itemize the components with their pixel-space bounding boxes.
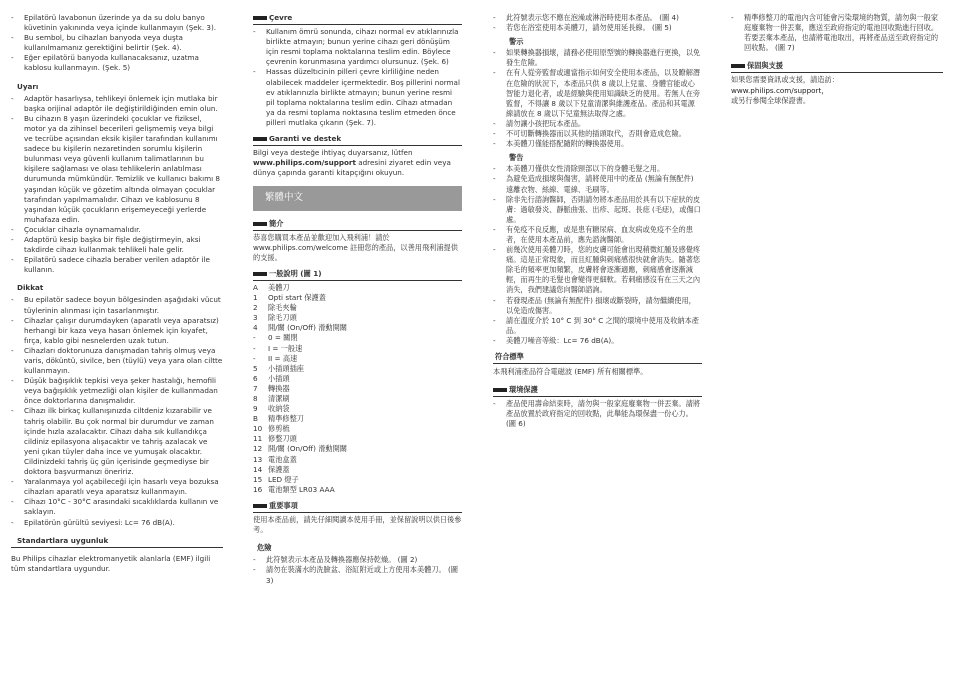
- part-label: 修整刀頭: [268, 434, 297, 444]
- bullet-dash: -: [11, 33, 14, 43]
- bullet-dash: -: [11, 406, 14, 416]
- bullet-text: Kullanım ömrü sonunda, cihazı normal ev atıklarınızla birlikte atmayın; bunun yerine cihazı geri dönüşüm için resmi toplama noktalarına teslim edin. Böylece çevrenin korunmasına yardımcı olursunuz. (Şek. 6): [266, 27, 459, 67]
- bullet-dash: -: [493, 399, 496, 409]
- bullet-text: 請勿讓小孩把玩本產品。: [506, 118, 586, 128]
- warning-bullet: [493, 48, 702, 68]
- bullet-text: Epilatörü lavabonun üzerinde ya da su dolu banyo küvetinin yakınında veya içinde kullanmayın (Şek. 3).: [24, 13, 217, 33]
- heading-bar: [253, 272, 267, 276]
- warning-bullet: [493, 129, 702, 139]
- cevre-heading: [253, 13, 462, 25]
- part-number: 13: [253, 454, 263, 464]
- part-number: 8: [253, 394, 258, 403]
- warning-bullet: [493, 68, 702, 118]
- bullet-text: 本美體刀僅能搭配隨附的轉換器使用。: [506, 139, 629, 149]
- bullet-dash: -: [731, 13, 734, 22]
- bullet-text: 為避免造成損壞與傷害，請將使用中的產品 (無論有無配件) 遠離衣物、絲線、電線、毛刷等。: [506, 174, 694, 194]
- part-number: 5: [253, 363, 258, 373]
- cevre-bullet: [253, 27, 462, 67]
- caution-bullet: [493, 316, 702, 336]
- bullet-text: Eğer epilatörü banyoda kullanacaksanız, uzatma kablosu kullanmayın. (Şek. 5): [24, 53, 199, 73]
- bullet-text: 不可切斷轉換器而以其他的插頭取代，否則會造成危險。: [506, 129, 686, 139]
- bullet-dash: -: [11, 345, 14, 355]
- bullet-text: 除非先行諮詢醫師，否則請勿將本產品用於具有以下症狀的皮膚：過敏發炎、靜脈曲張、出疹、起斑、長痣 (毛痣)，或傷口處。: [506, 194, 701, 224]
- bullet-dash: -: [11, 13, 14, 22]
- parts-list: [253, 283, 462, 495]
- general-heading: [253, 269, 462, 281]
- bullet-text: 前幾次使用美體刀時，您的皮膚可能會出現稍微紅腫及感覺疼痛。這是正常現象，而且紅腫與刺痛感很快就會消失。隨著您除毛的頻率更加頻繁，皮膚將會逐漸適應，刺痛感會逐漸減輕，而再生的毛髮也會變得更細軟。若刺痛感沒有在三天之內消失，我們建議您向醫師諮詢。: [506, 245, 701, 295]
- part-number: B: [253, 414, 258, 424]
- bullet-text: Hassas düzeltıcinin pilleri çevre kirliliğine neden olabilecek maddeler içermektedir. Boş pillerini normal ev atıklarınızla birlikte atmayın; bunun yerine resmi pil toplama noktalarına teslim edin. Cihazı atmadan ya da resmi toplama noktasına teslim etmeden önce pilleri mutlaka çıkarın (Şek. 7).: [266, 67, 460, 127]
- intro-list: [11, 13, 223, 74]
- part-label: 除毛刀頭: [268, 313, 297, 323]
- bullet-dash: -: [11, 517, 14, 527]
- part-label: 小插頭: [268, 373, 290, 383]
- part-item: [253, 414, 462, 424]
- part-number: -: [253, 343, 256, 353]
- part-label: 0 = 關閉: [268, 333, 298, 343]
- part-label: Opti start 保護蓋: [268, 293, 326, 303]
- heading-bar: [253, 504, 267, 508]
- bullet-dash: -: [11, 255, 14, 265]
- uyari-bullet: [11, 94, 223, 114]
- bullet-text: 精準修整刀的電池內含可能會污染環境的物質，請勿與一般家庭廢棄物一併丟棄，應送至政府指定的電池回收點進行回收。若要丟棄本產品，也請將電池取出，再將產品送至政府指定的回收點。 (圖 7): [744, 13, 939, 53]
- dikkat-bullet: [11, 406, 223, 477]
- battery-list: [731, 13, 943, 53]
- caution-bullet: [493, 296, 702, 316]
- env-heading: [493, 385, 702, 397]
- part-item: [253, 384, 462, 394]
- warranty-text-1: 如果您需要資訊或支援，請造訪：: [731, 75, 839, 85]
- bullet-text: Cihazlar çalışır durumdayken (aparatlı veya aparatsız) herhangi bir kaza veya hasarı önlemek için kıyafet, fırça, kablo gibi nesnelerden uzak tutun.: [24, 315, 219, 345]
- bullet-text: 請勿在裝滿水的洗臉盆、浴缸附近或上方使用本美體刀。 (圖 3): [266, 565, 458, 585]
- caution-list: [493, 164, 702, 346]
- part-label: 開/關 (On/Off) 滑動開關: [268, 323, 347, 333]
- bullet-dash: -: [253, 555, 256, 565]
- env-bullet: [493, 399, 702, 429]
- bullet-text: 美體刀噪音等級：Lc= 76 dB(A)。: [506, 335, 619, 345]
- bullet-dash: -: [11, 376, 14, 386]
- bullet-text: Yaralanmaya yol açabileceği için hasarlı veya bozuksa cihazları aparatlı veya aparatsız kullanmayın.: [24, 477, 219, 497]
- bullet-dash: -: [493, 315, 496, 325]
- part-label: I = 一般速: [268, 343, 303, 353]
- part-label: 除毛夾輪: [268, 303, 297, 313]
- bullet-dash: -: [493, 224, 496, 234]
- bullet-text: 有免疫不良反應，或是患有糖尿病、血友病或免疫不全的患者，在使用本產品前，應先諮詢醫師。: [506, 224, 693, 244]
- part-number: -: [253, 353, 256, 363]
- dikkat-heading: Dikkat: [17, 283, 44, 293]
- standart-text: Bu Philips cihazlar elektromanyetik alanlarla (EMF) ilgili tüm standartlara uygundur.: [11, 553, 211, 573]
- jianjie-heading-text: 簡介: [269, 218, 284, 228]
- part-label: 開/關 (On/Off) 滑動開關: [268, 444, 347, 454]
- bullet-text: 此符號表示本產品及轉換器應保持乾燥。 (圖 2): [266, 555, 418, 565]
- danger-heading: 危險: [257, 543, 272, 553]
- column-3: [493, 13, 702, 430]
- caution-heading: 警告: [509, 153, 524, 163]
- part-label: 轉換器: [268, 383, 290, 393]
- uyari-list: [11, 94, 223, 276]
- dikkat-bullet: [11, 518, 223, 528]
- part-label: 精準修整刀: [268, 414, 304, 424]
- bullet-text: Adaptör hasarlıysa, tehlikeyi önlemek için mutlaka bir başka orijinal adaptör ile değiştirildiğinden emin olun.: [24, 93, 218, 113]
- bullet-dash: -: [11, 93, 14, 103]
- bullet-dash: -: [493, 174, 496, 184]
- garanti-text: [253, 148, 462, 178]
- bullet-dash: -: [493, 295, 496, 305]
- part-item: [253, 394, 462, 404]
- bullet-text: Cihazı 10°C - 30°C arasındaki sıcaklıklarda kullanın ve saklayın.: [24, 497, 219, 517]
- heading-bar: [731, 64, 745, 68]
- dikkat-bullet: [11, 346, 223, 376]
- bullet-dash: -: [493, 245, 496, 255]
- important-text: 使用本產品前，請先仔細閱讀本使用手冊，並保留說明以供日後參考。: [253, 515, 462, 535]
- caution-bullet: [493, 245, 702, 295]
- part-number: 6: [253, 373, 258, 383]
- cevre-list: [253, 27, 462, 128]
- part-label: 修剪梳: [268, 424, 290, 434]
- warranty-heading: [731, 61, 943, 73]
- bullet-dash: -: [253, 67, 256, 77]
- bullet-dash: -: [11, 477, 14, 487]
- bullet-text: Bu cihazın 8 yaşın üzerindeki çocuklar ve fiziksel, motor ya da zihinsel becerileri gelişmemiş veya bilgi ve tecrübe açısından eksik kişiler tarafından kullanımı sadece bu kişilerin nezaretinden sorumlu kişilerin bulunması veya güvenli kullanım talimatlarının bu kişilere sağlaması ve olası tehlikelerin anlatılması durumunda mümkündür. Temizlik ve kullanıcı bakımı 8 yaşından küçük ve gözetim altında olmayan çocuklar tarafından yapılmamalıdır. Cihazı ve kablosunu 8 yaşından küçük çocukların erişemeyeceği yerlerde muhafaza edin.: [24, 113, 221, 224]
- part-label: LED 燈子: [268, 474, 299, 484]
- garanti-heading-text: Garanti ve destek: [269, 134, 342, 144]
- part-item: [253, 444, 462, 454]
- top-bullet: [493, 13, 702, 23]
- part-number: 4: [253, 323, 258, 333]
- part-item: [253, 374, 462, 384]
- uyari-bullet: [11, 235, 223, 255]
- bullet-dash: -: [493, 13, 496, 22]
- bullet-text: Düşük bağışıklık tepkisi veya şeker hastalığı, hemofili veya bağışıklık yetmezliği olan kişiler de kullanmadan önce doktorlarına danışmalıdır.: [24, 376, 218, 406]
- column-1: [11, 13, 223, 574]
- caution-bullet: [493, 195, 702, 225]
- standard-text: 本飛利浦產品符合電磁波 (EMF) 所有相關標準。: [493, 367, 648, 377]
- part-item: [253, 475, 462, 485]
- bullet-text: 若您在浴室使用本美體刀，請勿使用延長線。 (圖 5): [506, 23, 672, 33]
- standard-heading-text: 符合標準: [495, 352, 524, 361]
- part-item: [253, 364, 462, 374]
- warranty-heading-text: 保固與支援: [747, 61, 783, 71]
- bullet-dash: -: [493, 68, 496, 78]
- bullet-text: Cihazları doktorunuza danışmadan tahriş olmuş veya varis, döküntü, sivilce, ben (tüylü) veya yara olan ciltte kullanmayın.: [24, 345, 223, 376]
- part-number: 11: [253, 434, 263, 444]
- heading-bar: [253, 222, 267, 226]
- env-list: [493, 399, 702, 429]
- part-item: [253, 424, 462, 434]
- dikkat-bullet: [11, 497, 223, 517]
- part-number: A: [253, 282, 258, 292]
- bullet-dash: -: [493, 139, 496, 149]
- bullet-dash: -: [493, 129, 496, 139]
- part-item: [253, 293, 462, 303]
- part-item: [253, 354, 462, 364]
- garanti-text-1: Bilgi veya desteğe ihtiyaç duyarsanız, lütfen: [253, 148, 413, 158]
- part-label: 電池類型 LR03 AAA: [268, 484, 335, 494]
- part-item: [253, 465, 462, 475]
- bullet-text: Bu epilatör sadece boyun bölgesinden aşağıdaki vücut tüylerinin alınması için tasarlanmıştır.: [24, 295, 221, 315]
- battery-bullet: [731, 13, 943, 53]
- warning-list: [493, 48, 702, 149]
- dikkat-bullet: [11, 316, 223, 346]
- part-number: 16: [253, 484, 263, 494]
- heading-bar: [253, 137, 267, 141]
- bullet-dash: -: [11, 497, 14, 507]
- standart-heading-text: Standartlara uygunluk: [17, 535, 109, 545]
- bullet-dash: -: [493, 48, 496, 58]
- part-item: [253, 434, 462, 444]
- bullet-text: 在有人從旁監督或適當指示如何安全使用本產品，以及瞭解潛在危險的狀況下，本產品只供 8 歲以上兒童、身體官能或心智能力退化者，或是經驗與使用知識缺乏的使用。若無人在旁監督，不得讓 8 歲以下兒童清潔與維護產品。產品和其電源線請放在 8 歲以下兒童無法取得之處。: [506, 68, 701, 118]
- general-heading-text: 一般說明 (圖 1): [269, 268, 322, 278]
- part-label: 電池盒蓋: [268, 454, 297, 464]
- bullet-text: Çocuklar cihazla oynamamalıdır.: [24, 224, 141, 234]
- jianjie-text: 恭喜您購買本產品並歡迎加入飛利浦！請於 www.philips.com/welcome 註冊您的產品，以善用飛利浦提供的支援。: [253, 232, 458, 262]
- bullet-dash: -: [253, 565, 256, 575]
- bullet-text: 如果轉換器損壞，請務必使用原型號的轉換器進行更換，以免發生危險。: [506, 48, 701, 68]
- bullet-text: 本美體刀僅供女性清除頸部以下的身體毛髮之用。: [506, 164, 665, 174]
- part-number: -: [253, 333, 256, 343]
- bullet-dash: -: [493, 118, 496, 128]
- bullet-dash: -: [11, 53, 14, 63]
- bullet-text: Cihazı ilk birkaç kullanışınızda ciltdeniz kızarabilir ve tahriş olabilir. Bu çok normal bir durumdur ve zaman içinde hızla azalacaktır. Cihazı daha sık kullandıkça cildiniz epilasyona alışacaktır ve tahriş azalacak ve yeni çıkan tüyler daha ince ve yumuşak olacaktır. Cildinizdeki tahriş üç gün içerisinde geçmediyse bir doktora başvurmanızı öneririz.: [24, 406, 214, 477]
- cevre-bullet: [253, 67, 462, 128]
- caution-bullet: [493, 225, 702, 245]
- warning-bullet: [493, 119, 702, 129]
- uyari-bullet: [11, 225, 223, 235]
- bullet-dash: -: [493, 335, 496, 345]
- part-number: 9: [253, 404, 258, 414]
- danger-bullet: [253, 555, 462, 565]
- warning-heading: 警示: [509, 37, 524, 47]
- bullet-dash: -: [253, 27, 256, 37]
- bullet-text: Adaptörü kesip başka bir fişle değiştirmeyin, aksi takdirde cihazı kullanmak tehlikeli hale gelir.: [24, 234, 201, 255]
- part-item: [253, 333, 462, 343]
- part-number: 1: [253, 293, 258, 303]
- intro-bullet: [11, 13, 223, 33]
- bullet-dash: -: [493, 23, 496, 33]
- bullet-dash: -: [11, 113, 14, 123]
- uyari-bullet: [11, 114, 223, 225]
- bullet-dash: -: [493, 164, 496, 174]
- bullet-dash: -: [493, 194, 496, 204]
- bullet-dash: -: [11, 224, 14, 234]
- part-item: [253, 323, 462, 333]
- uyari-heading: Uyarı: [17, 81, 39, 91]
- top-bullet: [493, 23, 702, 33]
- bullet-dash: -: [11, 315, 14, 325]
- part-label: 清潔刷: [268, 394, 290, 403]
- intro-bullet: [11, 53, 223, 73]
- heading-bar: [253, 16, 267, 20]
- warranty-link[interactable]: www.philips.com/support，: [731, 85, 829, 95]
- bullet-dash: -: [11, 234, 14, 244]
- part-item: [253, 344, 462, 354]
- part-number: 15: [253, 474, 263, 484]
- part-label: II = 高速: [268, 353, 298, 363]
- dikkat-bullet: [11, 376, 223, 406]
- heading-bar: [493, 388, 507, 392]
- cevre-heading-text: Çevre: [269, 13, 293, 22]
- standard-heading: [493, 352, 702, 364]
- warranty-text: [731, 75, 943, 105]
- dikkat-list: [11, 295, 223, 527]
- jianjie-heading: [253, 219, 462, 231]
- part-item: [253, 283, 462, 293]
- top-list: [493, 13, 702, 33]
- important-heading: [253, 501, 462, 513]
- bullet-text: 若發現產品 (無論有無配件) 損壞或斷裂時，請勿繼續使用，以免造成傷害。: [506, 295, 696, 315]
- column-2: [253, 13, 462, 586]
- part-number: 2: [253, 303, 258, 313]
- column-4: [731, 13, 943, 106]
- caution-bullet: [493, 174, 702, 194]
- env-heading-text: 環境保護: [509, 385, 538, 395]
- important-heading-text: 重要事項: [269, 500, 298, 510]
- dikkat-bullet: [11, 295, 223, 315]
- bullet-text: 請在溫度介於 10° C 到 30° C 之間的環境中使用及收納本產品。: [506, 315, 699, 335]
- support-link[interactable]: www.philips.com/support: [253, 158, 356, 168]
- part-number: 14: [253, 464, 263, 474]
- language-banner: 繁體中文: [253, 186, 462, 210]
- part-item: [253, 303, 462, 313]
- bullet-text: Bu sembol, bu cihazlan banyoda veya duşta kullanılmamanız gerektiğini belirtir (Şek. 4).: [24, 33, 183, 53]
- warranty-text-2: 或另行參閱全球保證書。: [731, 95, 811, 105]
- part-item: [253, 313, 462, 323]
- danger-bullet: [253, 565, 462, 585]
- part-number: 7: [253, 383, 258, 393]
- part-label: 保護蓋: [268, 464, 290, 474]
- part-number: 12: [253, 444, 263, 454]
- bullet-dash: -: [11, 295, 14, 305]
- part-item: [253, 485, 462, 495]
- part-label: 美體刀: [268, 282, 290, 292]
- garanti-heading: [253, 134, 462, 146]
- bullet-text: Epilatörün gürültü seviyesi: Lc= 76 dB(A).: [24, 517, 175, 527]
- standart-heading: [11, 536, 223, 548]
- part-label: 小插頭插座: [268, 363, 304, 373]
- dikkat-bullet: [11, 477, 223, 497]
- part-item: [253, 455, 462, 465]
- bullet-text: 產品使用壽命結束時，請勿與一般家庭廢棄物一併丟棄。請將產品放置於政府指定的回收點，此舉能為環保盡一份心力。 (圖 6): [506, 399, 701, 429]
- warning-bullet: [493, 139, 702, 149]
- part-number: 10: [253, 424, 263, 434]
- intro-bullet: [11, 33, 223, 53]
- caution-bullet: [493, 164, 702, 174]
- garanti-text-2: adresini ziyaret edin veya dünya çapında garanti kitapçığını okuyun.: [253, 158, 451, 178]
- bullet-text: 此符號表示您不應在泡澡或淋浴時使用本產品。 (圖 4): [506, 13, 679, 22]
- uyari-bullet: [11, 255, 223, 275]
- part-label: 收納袋: [268, 404, 290, 414]
- danger-list: [253, 555, 462, 585]
- part-item: [253, 404, 462, 414]
- bullet-text: Epilatörü sadece cihazla beraber verilen adaptör ile kullanın.: [24, 255, 210, 275]
- part-number: 3: [253, 313, 258, 323]
- caution-bullet: [493, 336, 702, 346]
